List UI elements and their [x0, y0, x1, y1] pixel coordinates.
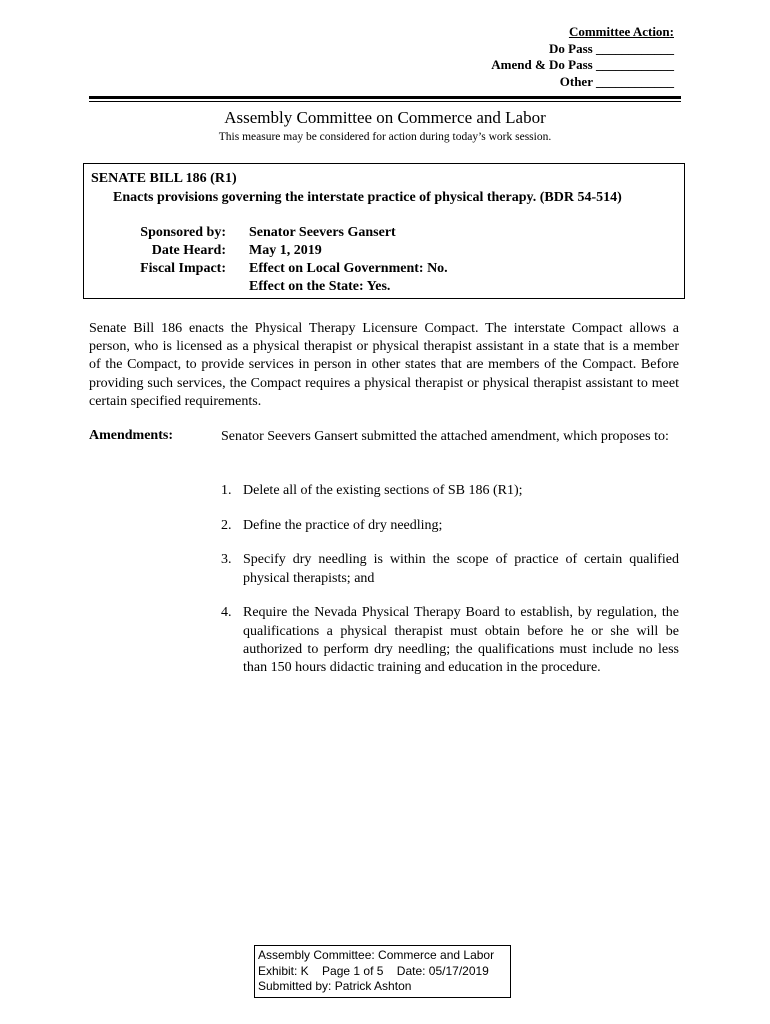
date-heard-label: Date Heard: — [151, 243, 226, 258]
fiscal-impact-state: Effect on the State: Yes. — [249, 279, 391, 294]
amendment-item — [221, 551, 679, 587]
amendments-list — [221, 482, 679, 694]
bill-summary-paragraph: Senate Bill 186 enacts the Physical Therapy Licensure Compact. The interstate Compact allows a person, who is licensed as a physical therapist or physical therapist assistant in a state that is a member of the Compact, to provide services in person in other states that are members of the Compact. Before providing such services, the Compact requires a physical therapist or physical therapist assistant to meet certain specified requirements. — [89, 321, 679, 409]
amendment-text: Require the Nevada Physical Therapy Board to establish, by regulation, the qualifications a physical therapist must obtain before he or she will be authorized to perform dry needling; the qualifications must include no less than 150 hours didactic training and education in the procedure. — [243, 605, 679, 675]
sponsored-by-label: Sponsored by: — [140, 225, 226, 240]
header-divider-thin — [89, 101, 681, 102]
bill-info-box — [83, 163, 685, 299]
fiscal-impact-label: Fiscal Impact: — [140, 261, 226, 276]
amendment-item — [221, 517, 679, 535]
amendment-number: 2. — [221, 517, 232, 533]
amendment-number: 3. — [221, 552, 232, 568]
exhibit-page: Page 1 of 5 — [322, 963, 384, 978]
committee-name-heading: Assembly Committee on Commerce and Labor — [224, 108, 546, 127]
header-divider-thick — [89, 96, 681, 99]
amendment-number: 4. — [221, 605, 232, 621]
committee-action-option-other: Other ____________ — [559, 73, 674, 89]
amendments-label: Amendments: — [89, 428, 173, 443]
fiscal-impact-local: Effect on Local Government: No. — [249, 261, 448, 276]
committee-action-option-amend-do-pass: Amend & Do Pass ____________ — [491, 57, 674, 72]
exhibit-date: Date: 05/17/2019 — [396, 963, 489, 978]
exhibit-committee: Assembly Committee: Commerce and Labor — [258, 948, 495, 962]
amendment-text: Define the practice of dry needling; — [243, 517, 443, 533]
amendment-number: 1. — [221, 483, 232, 498]
committee-action-option-do-pass: Do Pass ____________ — [549, 40, 674, 56]
amendment-item — [221, 482, 679, 500]
exhibit-submitted-by: Submitted by: Patrick Ashton — [258, 979, 412, 994]
work-session-note: This measure may be considered for action during today’s work session. — [218, 131, 552, 143]
exhibit-id: Exhibit: K — [258, 963, 309, 978]
bill-title: SENATE BILL 186 (R1) — [91, 171, 237, 186]
amendments-intro: Senator Seevers Gansert submitted the attached amendment, which proposes to: — [221, 429, 669, 444]
amendment-text: Delete all of the existing sections of SB 186 (R1); — [243, 483, 523, 498]
amendment-item — [221, 604, 679, 677]
committee-action-title: Committee Action: — [568, 24, 674, 39]
committee-action-block — [491, 24, 674, 90]
date-heard-value: May 1, 2019 — [249, 243, 322, 258]
exhibit-stamp-box — [254, 945, 511, 998]
amendment-text: Specify dry needling is within the scope of practice of certain qualified physical therapists; and — [243, 552, 679, 586]
sponsored-by-value: Senator Seevers Gansert — [249, 225, 396, 240]
exhibit-details-line — [258, 964, 510, 980]
bill-description: Enacts provisions governing the interstate practice of physical therapy. (BDR 54-514) — [113, 190, 622, 205]
